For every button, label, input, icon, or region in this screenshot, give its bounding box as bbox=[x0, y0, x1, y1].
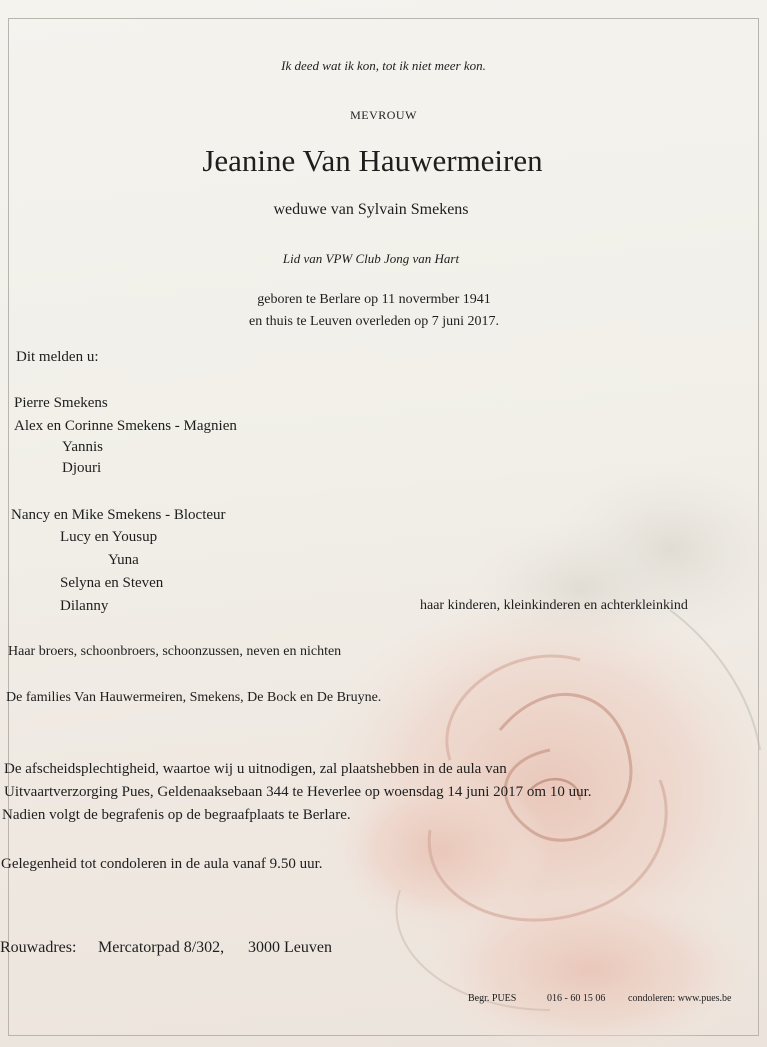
family-member: Pierre Smekens bbox=[14, 395, 108, 411]
family-member: Lucy en Yousup bbox=[60, 529, 158, 545]
death-line: en thuis te Leuven overleden op 7 juni 2017. bbox=[249, 314, 499, 329]
condolence-line: Gelegenheid tot condoleren in de aula vanaf 9.50 uur. bbox=[1, 856, 323, 872]
undertaker-phone: 016 - 60 15 06 bbox=[547, 993, 606, 1004]
family-member: Selyna en Steven bbox=[60, 575, 164, 591]
family-relation: haar kinderen, kleinkinderen en achterkleinkind bbox=[420, 598, 688, 613]
families-line: De families Van Hauwermeiren, Smekens, De Bock en De Bruyne. bbox=[6, 690, 382, 705]
ceremony-line: De afscheidsplechtigheid, waartoe wij u uitnodigen, zal plaatshebben in de aula van bbox=[4, 761, 507, 777]
birth-line: geboren te Berlare op 11 novermber 1941 bbox=[257, 292, 491, 307]
deceased-name: Jeanine Van Hauwermeiren bbox=[202, 143, 543, 178]
motto: Ik deed wat ik kon, tot ik niet meer kon. bbox=[281, 58, 486, 73]
family-member: Yannis bbox=[62, 439, 103, 455]
family-member: Djouri bbox=[62, 460, 102, 476]
undertaker-website: condoleren: www.pues.be bbox=[628, 993, 732, 1004]
family-member: Yuna bbox=[108, 552, 139, 568]
widow-of: weduwe van Sylvain Smekens bbox=[273, 201, 469, 218]
undertaker-name: Begr. PUES bbox=[468, 993, 517, 1004]
address-city: 3000 Leuven bbox=[248, 939, 332, 956]
family-member: Nancy en Mike Smekens - Blocteur bbox=[11, 507, 226, 523]
rose-illustration bbox=[250, 470, 767, 1047]
family-member: Alex en Corinne Smekens - Magnien bbox=[14, 418, 237, 434]
address-street: Mercatorpad 8/302, bbox=[98, 939, 225, 956]
ceremony-line: Nadien volgt de begrafenis op de begraafplaats te Berlare. bbox=[2, 807, 351, 823]
ceremony-line: Uitvaartverzorging Pues, Geldenaaksebaan 344 te Heverlee op woensdag 14 juni 2017 om 10 uur. bbox=[4, 784, 592, 800]
honorific: MEVROUW bbox=[350, 108, 417, 122]
family-member: Dilanny bbox=[60, 598, 109, 614]
siblings-line: Haar broers, schoonbroers, schoonzussen, neven en nichten bbox=[8, 644, 342, 659]
address-label: Rouwadres: bbox=[0, 939, 77, 956]
membership: Lid van VPW Club Jong van Hart bbox=[282, 251, 460, 266]
announce-intro: Dit melden u: bbox=[16, 349, 99, 365]
